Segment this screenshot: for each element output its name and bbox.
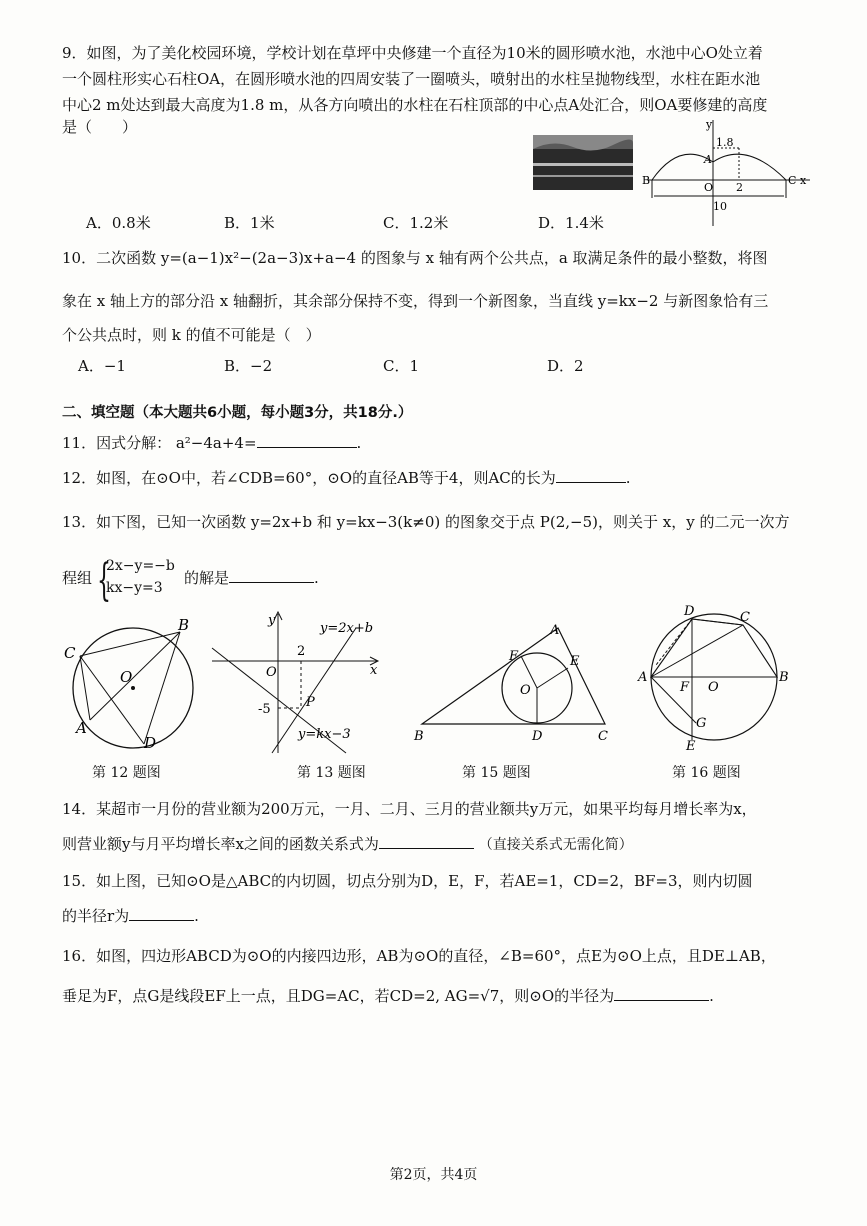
fig15-label-B: B xyxy=(414,729,424,744)
fig16-label-E: E xyxy=(686,739,696,754)
q11-text: 11．因式分解： a²−4a+4= xyxy=(62,434,257,452)
fig12-label-C: C xyxy=(64,644,76,662)
q12-text: 12．如图，在⊙O中，若∠CDB=60°，⊙O的直径AB等于4，则AC的长为 xyxy=(62,469,556,487)
q15-line2 xyxy=(62,905,199,927)
q9-label-B: B xyxy=(642,174,651,187)
q10-option-a: A．−1 xyxy=(78,357,126,375)
fig12-label-A: A xyxy=(76,719,87,737)
q9-label-2: 2 xyxy=(736,181,743,194)
q9-fountain-photo xyxy=(533,135,633,190)
q9-parabola-diagram xyxy=(640,118,815,233)
q9-label-x: x xyxy=(800,174,807,187)
fig15-label-O: O xyxy=(520,683,531,698)
q14-answer-blank[interactable] xyxy=(379,834,474,849)
q9-label-C: C xyxy=(788,174,797,187)
fig15-label-E: E xyxy=(570,654,580,669)
q12 xyxy=(62,467,631,489)
fig16-label-G: G xyxy=(696,716,707,731)
fig12-caption: 第 12 题图 xyxy=(92,765,161,781)
fig12-label-B: B xyxy=(178,618,190,634)
q10-line1: 10．二次函数 y=(a−1)x²−(2a−3)x+a−4 的图象与 x 轴有两个公共点，a 取满足条件的最小整数，将图 xyxy=(62,249,768,267)
fig13-label-P: P xyxy=(306,695,315,710)
q9-label-h: 1.8 xyxy=(716,136,734,149)
fig15-incircle-diagram xyxy=(410,618,615,748)
q15-answer-blank[interactable] xyxy=(129,906,194,921)
q13-eq1: 2x−y=−b xyxy=(106,558,175,574)
q16-answer-blank[interactable] xyxy=(614,986,709,1001)
q10-line2: 象在 x 轴上方的部分沿 x 轴翻折，其余部分保持不变，得到一个新图象，当直线 y=kx−2 与新图象恰有三 xyxy=(62,292,769,310)
fig13-label-minus5: -5 xyxy=(258,702,271,717)
fig13-label-y: y xyxy=(268,613,276,628)
q9-option-a: A．0.8米 xyxy=(86,214,151,232)
q15-end: . xyxy=(194,907,199,925)
fig13-line1-label: y=2x+b xyxy=(320,621,374,636)
fig15-label-C: C xyxy=(598,729,608,744)
q13-post-text: 的解是 xyxy=(184,569,230,587)
q13-post xyxy=(184,567,319,589)
q13-eq2: kx−y=3 xyxy=(106,580,163,596)
fig13-label-x: x xyxy=(370,663,378,678)
q16-line2-text: 垂足为F，点G是线段EF上一点，且DG=AC，若CD=2, AG=√7，则⊙O的半径为 xyxy=(62,987,615,1005)
fig15-label-A: A xyxy=(550,623,560,638)
q15-line1: 15．如上图，已知⊙O是△ABC的内切圆，切点分别为D，E，F，若AE=1，CD=2，BF=3，则内切圆 xyxy=(62,872,753,890)
fig13-label-2: 2 xyxy=(297,644,306,659)
q9-label-10: 10 xyxy=(713,200,727,213)
q13-system-brace: { xyxy=(97,555,111,606)
q9-label-y: y xyxy=(706,118,713,131)
fig13-caption: 第 13 题图 xyxy=(297,765,366,781)
q9-line3: 中心2 m处达到最大高度为1.8 m，从各方向喷出的水柱在石柱顶部的中心点A处汇合，则OA要修建的高度 xyxy=(62,96,768,114)
q11-end: . xyxy=(356,434,362,452)
q14-line2 xyxy=(62,833,633,856)
fig15-caption: 第 15 题图 xyxy=(462,765,531,781)
fig13-graph-diagram xyxy=(206,608,386,758)
q15-line2-text: 的半径r为 xyxy=(62,907,130,925)
q9-label-A: A xyxy=(704,153,712,166)
fig16-label-C: C xyxy=(740,610,750,625)
fig12-label-D: D xyxy=(144,734,157,752)
q11 xyxy=(62,432,361,454)
fig13-label-O: O xyxy=(266,665,277,680)
q16-line2 xyxy=(62,985,714,1007)
q12-answer-blank[interactable] xyxy=(556,468,626,483)
section-2-heading: 二、填空题（本大题共6小题，每小题3分，共18分.） xyxy=(62,405,413,421)
q9-line1: 9．如图，为了美化校园环境，学校计划在草坪中央修建一个直径为10米的圆形喷水池，水池中心O处立着 xyxy=(62,44,763,62)
q13-pre: 程组 xyxy=(62,569,93,587)
q14-note: （直接关系式无需化简） xyxy=(478,837,633,853)
fig16-label-D: D xyxy=(684,605,695,619)
q14-line2-text: 则营业额y与月平均增长率x之间的函数关系式为 xyxy=(62,835,379,853)
fig13-line2-label: y=kx−3 xyxy=(298,727,351,742)
q9-label-O: O xyxy=(704,181,714,194)
q10-option-c: C．1 xyxy=(383,357,420,375)
fig16-label-B: B xyxy=(779,670,789,685)
fig16-cyclic-quad-diagram xyxy=(636,605,796,755)
q10-line3: 个公共点时，则 k 的值不可能是（ ） xyxy=(62,326,321,344)
q13-end: . xyxy=(314,569,319,587)
q9-line2: 一个圆柱形实心石柱OA，在圆形喷水池的四周安装了一圈喷头，喷射出的水柱呈抛物线型，水柱在距水池 xyxy=(62,70,761,88)
q9-line4: 是（ ） xyxy=(62,118,138,136)
page-footer: 第2页，共4页 xyxy=(389,1167,478,1183)
q11-answer-blank[interactable] xyxy=(257,433,357,448)
fig16-label-O: O xyxy=(708,680,719,695)
q12-end: . xyxy=(625,469,631,487)
fig12-circle-diagram xyxy=(58,618,208,758)
fig16-caption: 第 16 题图 xyxy=(672,765,741,781)
fig16-label-A: A xyxy=(638,670,648,685)
q9-option-b: B．1米 xyxy=(224,214,275,232)
q13-line1: 13．如下图，已知一次函数 y=2x+b 和 y=kx−3(k≠0) 的图象交于点 P(2,−5)，则关于 x，y 的二元一次方 xyxy=(62,513,790,531)
q9-option-c: C．1.2米 xyxy=(383,214,449,232)
fig15-label-D: D xyxy=(532,729,543,744)
q13-answer-blank[interactable] xyxy=(229,568,314,583)
fig15-label-F: F xyxy=(509,649,519,664)
q14-line1: 14．某超市一月份的营业额为200万元，一月、二月、三月的营业额共y万元，如果平均每月增长率为x， xyxy=(62,800,757,818)
q10-option-b: B．−2 xyxy=(224,357,273,375)
fig16-label-F: F xyxy=(680,680,690,695)
fig12-label-O: O xyxy=(120,668,133,686)
q16-end: . xyxy=(709,987,714,1005)
q9-option-d: D．1.4米 xyxy=(538,214,604,232)
q10-option-d: D．2 xyxy=(547,357,584,375)
q16-line1: 16．如图，四边形ABCD为⊙O的内接四边形，AB为⊙O的直径，∠B=60°，点E为⊙O上点，且DE⊥AB， xyxy=(62,947,776,965)
